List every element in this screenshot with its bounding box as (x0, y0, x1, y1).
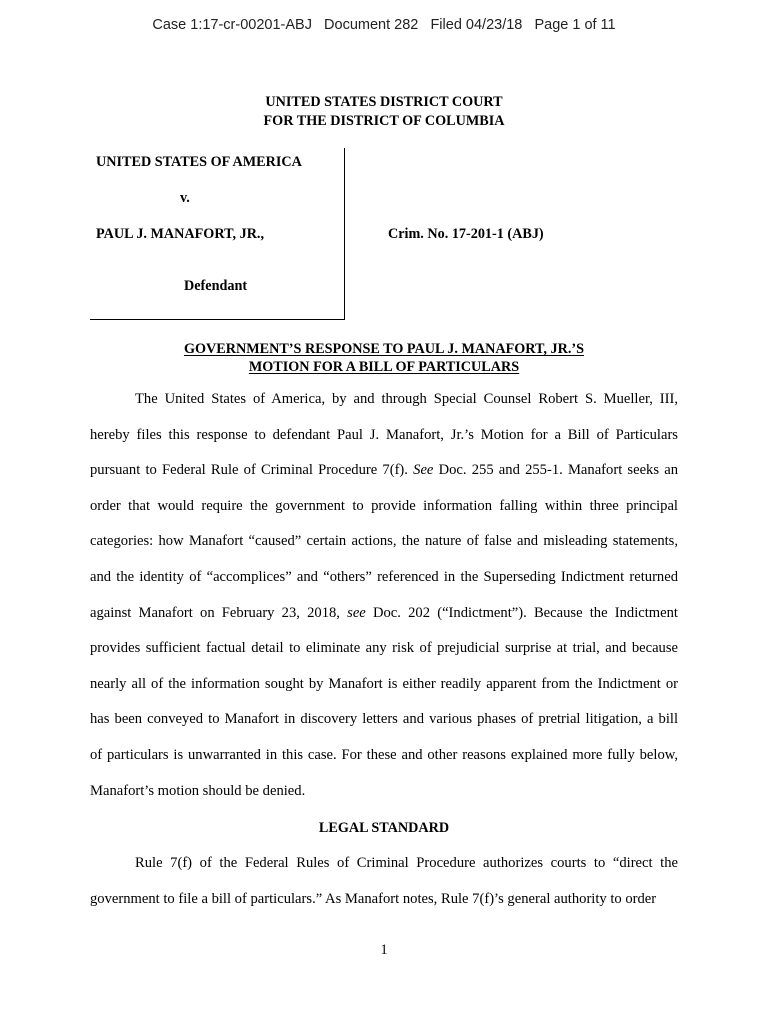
text-line: order that would require the government to provide information falling within three principal (90, 497, 678, 514)
text-line: nearly all of the information sought by Manafort is either readily apparent from the Indictment or (90, 675, 678, 692)
text-segment: Doc. 255 and 255-1. Manafort seeks an (433, 462, 678, 479)
text-line: Manafort’s motion should be denied. (90, 782, 306, 799)
paragraph-1 (90, 382, 678, 809)
text-segment: pursuant to Federal Rule of Criminal Procedure 7(f). (90, 462, 414, 479)
caption-versus: v. (180, 190, 190, 206)
section-heading: LEGAL STANDARD (318, 820, 450, 836)
text-line: government to file a bill of particulars.” As Manafort notes, Rule 7(f)’s general authority to order (90, 890, 657, 907)
court-line-1: UNITED STATES DISTRICT COURT (265, 94, 503, 110)
text-line: The United States of America, by and through Special Counsel Robert S. Mueller, III, (135, 391, 678, 407)
caption-case-number: Crim. No. 17-201-1 (ABJ) (388, 226, 544, 242)
title-line-2: MOTION FOR A BILL OF PARTICULARS (248, 359, 520, 375)
paragraph-2 (90, 846, 678, 917)
page-count-header: Page 1 of 11 (534, 17, 616, 33)
caption-defendant-label: Defendant (184, 278, 248, 294)
court-line-2: FOR THE DISTRICT OF COLUMBIA (263, 113, 505, 129)
text-line: provides sufficient factual detail to eliminate any risk of prejudicial surprise at trial, and because (90, 640, 678, 657)
text-line: hereby files this response to defendant Paul J. Manafort, Jr.’s Motion for a Bill of Particulars (90, 426, 678, 443)
ecf-header (0, 17, 768, 33)
document-title (0, 340, 768, 376)
document-number-header: Document 282 (324, 17, 419, 33)
title-line-1: GOVERNMENT’S RESPONSE TO PAUL J. MANAFORT, JR.’S (183, 341, 585, 357)
text-segment: against Manafort on February 23, 2018, (90, 604, 348, 621)
text-line (90, 453, 678, 489)
caption-defendant-name: PAUL J. MANAFORT, JR., (96, 226, 265, 242)
text-segment: Doc. 202 (“Indictment”). Because the Indictment (365, 604, 678, 621)
case-number-header: Case 1:17-cr-00201-ABJ (152, 17, 312, 33)
page-number: 1 (380, 942, 388, 958)
text-line (90, 596, 678, 632)
text-line: categories: how Manafort “caused” certain actions, the nature of false and misleading statements, (90, 533, 678, 550)
text-line: of particulars is unwarranted in this case. For these and other reasons explained more fully below, (90, 746, 678, 763)
text-line: and the identity of “accomplices” and “others” referenced in the Superseding Indictment returned (90, 568, 678, 585)
filed-date-header: Filed 04/23/18 (430, 17, 523, 33)
text-line: Rule 7(f) of the Federal Rules of Criminal Procedure authorizes courts to “direct the (135, 855, 678, 871)
citation-signal: See (413, 462, 434, 479)
court-name (0, 93, 768, 131)
text-line: has been conveyed to Manafort in discovery letters and various phases of pretrial litigation, a bill (90, 711, 678, 728)
citation-signal: see (347, 604, 366, 621)
caption-plaintiff: UNITED STATES OF AMERICA (96, 154, 302, 170)
